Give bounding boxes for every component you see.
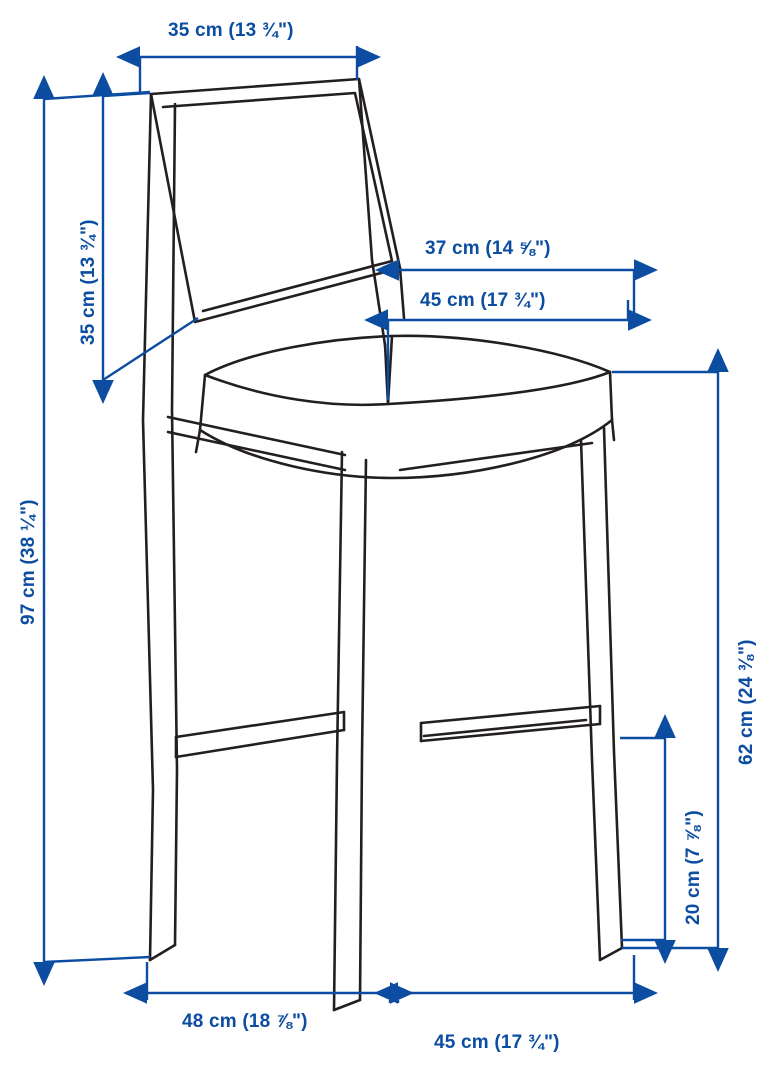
dim-label-backrest-height: 35 cm (13 ¾") [78, 219, 99, 345]
dim-label-width: 45 cm (17 ¾") [434, 1032, 560, 1053]
dim-label-backrest-width: 35 cm (13 ¾") [168, 20, 294, 41]
dim-label-total-height: 97 cm (38 ¼") [18, 499, 39, 625]
dim-label-footrest-height: 20 cm (7 ⅞") [683, 810, 704, 925]
dim-label-seat-height: 62 cm (24 ⅜") [736, 639, 757, 765]
dim-label-seat-width: 45 cm (17 ¾") [420, 290, 546, 311]
dim-label-seat-depth: 37 cm (14 ⅝") [425, 238, 551, 259]
dim-label-depth: 48 cm (18 ⅞") [182, 1011, 308, 1032]
